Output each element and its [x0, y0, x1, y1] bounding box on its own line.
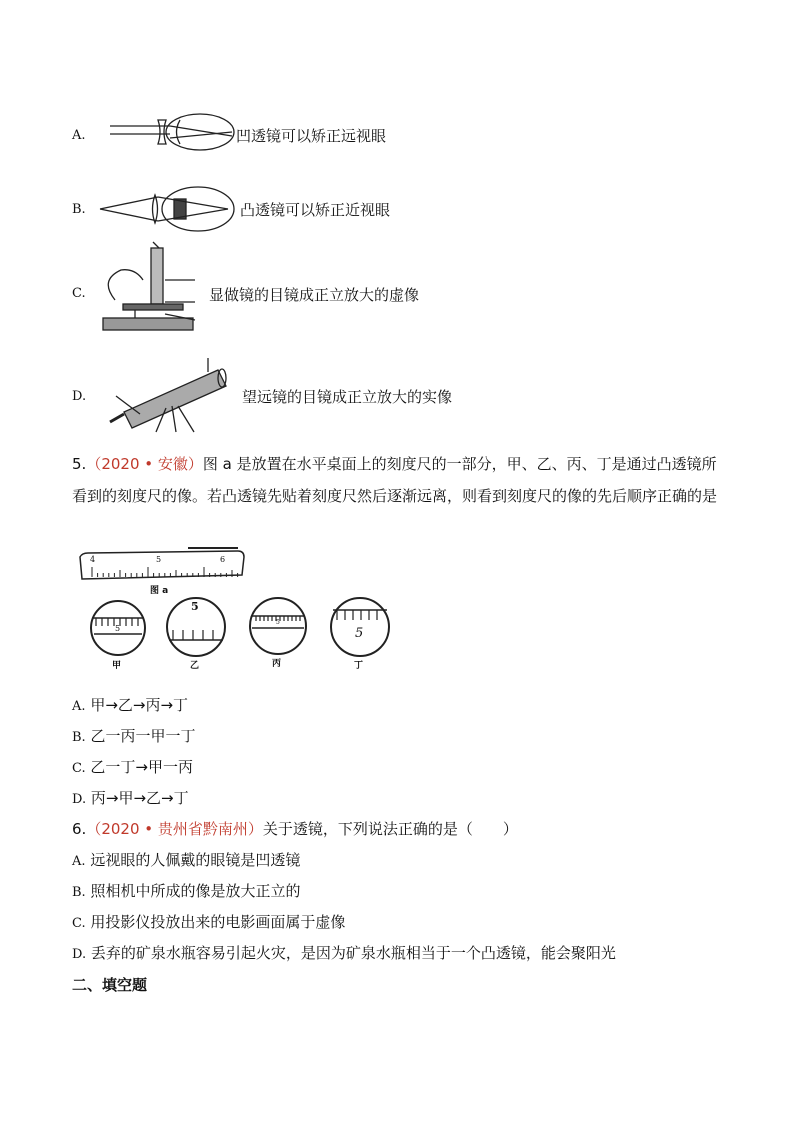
- lens-image-ding: [329, 596, 391, 670]
- q5-stem: [72, 448, 722, 512]
- section-heading: 二、填空题: [72, 976, 148, 994]
- q6-stem: [72, 818, 518, 839]
- option-letter: D.: [72, 947, 87, 962]
- q6-option-a: [72, 849, 300, 870]
- q5-option-c: [72, 756, 193, 777]
- figure-caption: 图 a: [150, 586, 169, 596]
- option-letter: A.: [72, 128, 86, 143]
- lens-caption: 丙: [272, 659, 282, 669]
- question-number: 6.: [72, 820, 87, 838]
- question-text: 图 a 是放置在水平桌面上的刻度尺的一部分，甲、乙、丙、丁是通过凸透镜所看到的刻度尺的像。若凸透镜先贴着刻度尺然后逐渐远离，则看到刻度尺的像的先后顺序正确的是: [72, 455, 718, 505]
- option-letter: D.: [72, 792, 87, 807]
- lens-number: 5: [191, 600, 199, 613]
- lens-number: 5: [276, 619, 280, 626]
- option-letter: C.: [72, 916, 86, 931]
- option-text: 显做镜的目镜成正立放大的虚像: [209, 286, 420, 304]
- option-text: 丙→甲→乙→丁: [90, 789, 189, 807]
- option-text: 凹透镜可以矫正远视眼: [236, 127, 387, 145]
- microscope-diagram: [95, 240, 207, 336]
- option-text: 凸透镜可以矫正近视眼: [240, 201, 391, 219]
- telescope-diagram: [100, 352, 240, 434]
- q5-option-b: [72, 725, 195, 746]
- eye-convex-lens-diagram: [98, 183, 238, 235]
- question-number: 5.: [72, 455, 87, 473]
- option-letter: C.: [72, 761, 86, 776]
- option-letter: B.: [72, 730, 86, 745]
- lens-circle: [248, 596, 308, 656]
- option-letter: A.: [72, 854, 86, 869]
- q6-option-b: [72, 880, 300, 901]
- option-text: 甲→乙→丙→丁: [90, 696, 189, 714]
- q6-option-c: [72, 911, 345, 932]
- q5-option-a: [72, 694, 188, 715]
- lens-caption: 甲: [112, 661, 122, 671]
- lens-number: 5: [355, 626, 364, 641]
- option-letter: D.: [72, 389, 87, 404]
- ruler-label-5: 5: [156, 555, 162, 564]
- eye-concave-lens-diagram: [100, 112, 240, 160]
- lens-image-jia: [88, 598, 148, 670]
- lens-image-bing: [248, 596, 308, 670]
- ruler-label-4: 4: [90, 555, 96, 564]
- lens-number: 5: [115, 624, 121, 633]
- lens-caption: 丁: [354, 661, 364, 671]
- ruler-label-6: 6: [220, 555, 226, 564]
- option-text: 乙一丙一甲一丁: [90, 727, 196, 745]
- ruler-figure-a: [78, 545, 248, 595]
- option-text: 用投影仪投放出来的电影画面属于虚像: [90, 913, 346, 931]
- option-text: 照相机中所成的像是放大正立的: [90, 882, 301, 900]
- option-text: 丢弃的矿泉水瓶容易引起火灾，是因为矿泉水瓶相当于一个凸透镜，能会聚阳光: [90, 944, 616, 962]
- question-source: （2020 • 贵州省黔南州）: [86, 820, 263, 838]
- option-letter: B.: [72, 202, 86, 217]
- option-text: 望远镜的目镜成正立放大的实像: [242, 388, 453, 406]
- option-letter: B.: [72, 885, 86, 900]
- question-text: 关于透镜，下列说法正确的是（ ）: [262, 820, 518, 838]
- lens-caption: 乙: [190, 661, 200, 671]
- option-letter: C.: [72, 286, 86, 301]
- q6-option-d: [72, 942, 616, 963]
- option-text: 乙一丁→甲一丙: [90, 758, 193, 776]
- option-letter: A.: [72, 699, 86, 714]
- option-text: 远视眼的人佩戴的眼镜是凹透镜: [90, 851, 301, 869]
- lens-image-yi: [165, 596, 227, 670]
- question-source: （2020 • 安徽）: [86, 455, 203, 473]
- q5-option-d: [72, 787, 189, 808]
